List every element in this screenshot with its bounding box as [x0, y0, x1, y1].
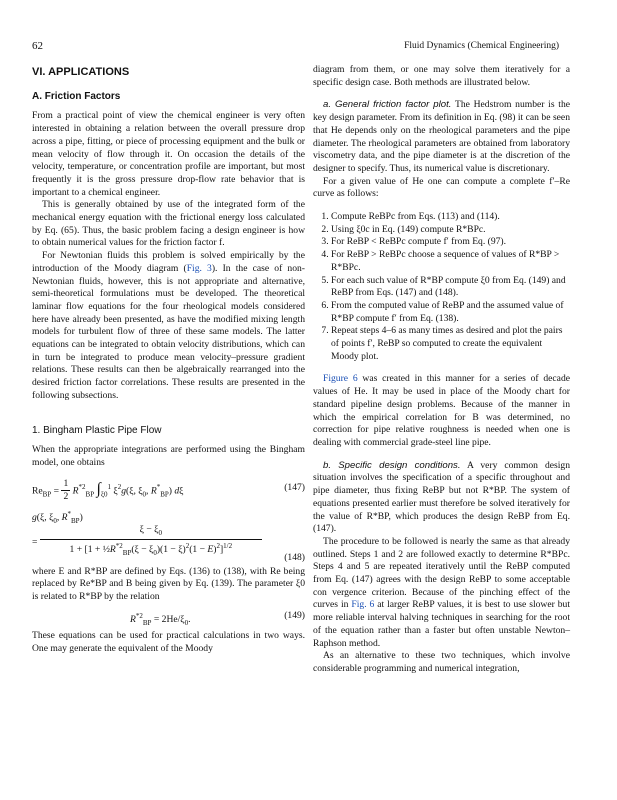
paragraph: When the appropriate integrations are performed using the Bingham model, one obtains [32, 444, 305, 468]
equation-149: $R^{*2}_{BP} = 2He/\xi_0$. (149) [130, 609, 305, 627]
paragraph: diagram from them, or one may solve them iteratively for a specific design case. Both methods are illustrated below. [313, 64, 570, 88]
right-column [313, 64, 570, 676]
section-title: VI. APPLICATIONS [32, 66, 130, 78]
list-item: 7. Repeat steps 4–6 as many times as desired and plot the pairs of points f′, ReBP so computed to create the equivalent Moody plot. [331, 325, 570, 363]
equation-number: (147) [284, 481, 305, 493]
paragraph: For a given value of He one can compute a complete f′–Re curve as follows: [313, 175, 570, 200]
paragraph: These equations can be used for practical calculations in two ways. One may generate the equivalent of the Moody [32, 629, 305, 654]
paragraph: From a practical point of view the chemical engineer is very often interested in obtaining a relation between the overall pressure drop across a pipe, fitting, or piece of processing equipment and the bulk or mean velocity of flow through it. On occasion the details of the velocity, temperature, or concentration profile are important, but most frequently it is the gross pressure drop-flow rate behavior that is important to a chemical engineer. [32, 110, 305, 198]
figure-link[interactable]: Fig. 6 [351, 599, 375, 611]
subsubsection-title: 1. Bingham Plastic Pipe Flow [32, 424, 162, 436]
paragraph: The procedure to be followed is nearly the same as that already outlined. Steps 1 and 2 are followed exactly to determine R*BPc. Steps 4 and 5 are repeated iteratively until the ReBP computed from Eq. (147) agrees with the design ReBP to some acceptable con vergence criterion. Because of the pinching effect of the curves in Fig. 6 at larger ReBP values, it is best to use slower but more reliable interval halving techniques in searching for the root of the equation rather than a faster but often unstable Newton–Raphson method. [313, 535, 570, 649]
list-item: 2. Using ξ0c in Eq. (149) compute R*BPc. [331, 224, 570, 237]
procedure-list [313, 211, 570, 363]
left-column [32, 64, 305, 655]
subsection-heading: b. Specific design conditions. [323, 459, 461, 471]
list-item: 1. Compute ReBPc from Eqs. (113) and (114). [331, 211, 570, 224]
equation-147: $Re_{BP}$ = $\frac{1}{2}$ $R^{*2}_{BP}$ $\int_{\xi 0}^1$ $\xi^2g(\xi$, $\xi_0$, $R^*_{BP}$) dξ (147) [32, 477, 305, 503]
page-number: 62 [32, 40, 43, 52]
list-item: 3. For ReBP < ReBPc compute f′ from Eq. (97). [331, 236, 570, 249]
equation-148: g(ξ, $\xi_0$, $R^*_{BP}$) = $\frac{\xi - \xi_0}{1 + [1 + \frac{1}{2}R^{*2}_{BP}(\xi - \xi_0)(1 - \xi)^2(1 - E)^2]^{1/2}}$ (148) [32, 509, 305, 563]
subsection-title: A. Friction Factors [32, 90, 121, 102]
paragraph: Figure 6 was created in this manner for a series of decade values of He. It may be used in place of the Moody chart for standard pipeline design problems. Because of the manner in which the empirical correlation for B was determined, no correction for pipe relative roughness is needed when one is dealing with commercial grade-steel line pipe. [313, 373, 570, 448]
list-item: 4. For ReBP > ReBPc choose a sequence of values of R*BP > R*BPc. [331, 249, 570, 274]
equation-number: (148) [284, 551, 305, 563]
paragraph: For Newtonian fluids this problem is solved empirically by the introduction of the Moody diagram (Fig. 3). In the case of non-Newtonian fluids, however, this is not appropriate and alternative, semi-theoretical formulations must be developed. The theoretical laminar flow equations for the four rheological models considered here have already been presented, as have the modified mixing length models for turbulent flow of three of these same models. The latter equations can be integrated to obtain velocity distributions, which can in turn be integrated to produce mean velocity–pressure gradient relations. These results can then be algebraically rearranged into the desired friction factor correlations. These results are presented in the following subsections. [32, 250, 305, 401]
subsection-heading: a. General friction factor plot. [323, 99, 452, 111]
equation-number: (149) [284, 609, 305, 621]
paragraph: a. General friction factor plot. The Hedstrom number is the key design parameter. From its definition in Eq. (98) it can be seen that He depends only on the rheological parameters and the pipe diameter. The rheological parameters are obtained from laboratory viscometry data, and the pipe diameter is at the discretion of the designer to specify. Thus, its numerical value is discretionary. [313, 99, 570, 174]
paragraph: As an alternative to these two techniques, which involve considerable programming and numerical integration, [313, 650, 570, 674]
paragraph: where E and R*BP are defined by Eqs. (136) to (138), with Re being replaced by Re*BP and B being given by Eq. (139). The parameter ξ0 is related to R*BP by the relation [32, 565, 305, 603]
paragraph: b. Specific design conditions. A very common design situation involves the specification of a specific throughout and pipe diameter, thus fixing ReBP but not R*BP. The system of equations presented earlier must therefore be solved iteratively for the value of R*BP, which produces the design ReBP from Eq. (147). [313, 459, 570, 535]
figure-link[interactable]: Fig. 3 [186, 262, 212, 274]
figure-link[interactable]: Figure 6 [323, 373, 358, 385]
list-item: 6. From the computed value of ReBP and the assumed value of R*BP compute f′ from Eq. (138). [331, 300, 570, 325]
list-item: 5. For each such value of R*BP compute ξ0 from Eq. (149) and ReBP from Eqs. (147) and (148). [331, 275, 570, 300]
paragraph: This is generally obtained by use of the integrated form of the mechanical energy equation with the frictional energy loss calculated by Eq. (65). Thus, the basic problem facing a design engineer is how to obtain numerical values for the friction factor f. [32, 199, 305, 249]
running-head: Fluid Dynamics (Chemical Engineering) [404, 41, 559, 51]
